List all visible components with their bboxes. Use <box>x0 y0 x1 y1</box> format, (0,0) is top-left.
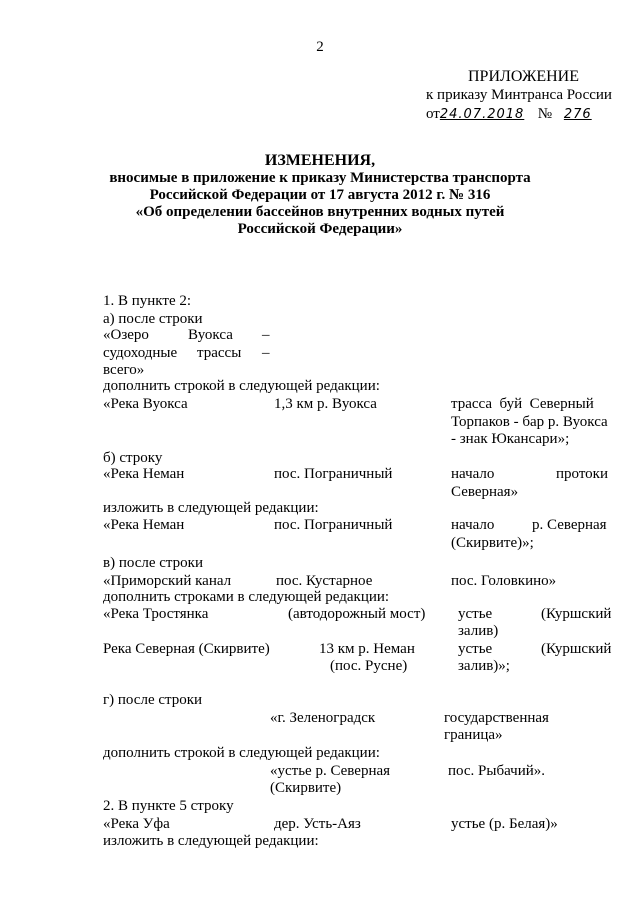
page-number: 2 <box>316 39 324 55</box>
sub-v-row1-c2: пос. Кустарное <box>276 573 373 589</box>
sub-a-q5: трассы <box>197 345 242 361</box>
clause-2-state: изложить в следующей редакции: <box>103 833 319 849</box>
heading-line2: вносимые в приложение к приказу Министерства транспорта <box>109 170 531 186</box>
sub-b-row2-c3-2: (Скирвите)»; <box>451 535 534 551</box>
sub-v-row3-c2-2: (пос. Русне) <box>330 658 408 674</box>
sub-v-row2-c3b: (Куршский <box>541 606 612 622</box>
heading-line5: Российской Федерации» <box>237 221 403 237</box>
sub-b-row2-c3b: р. Северная <box>532 517 607 533</box>
sub-g-row1-c3-2: граница» <box>444 727 503 743</box>
order-number: 276 <box>563 107 592 122</box>
clause-2: 2. В пункте 5 строку <box>103 798 234 814</box>
sub-b-row2-c3a: начало <box>451 517 495 533</box>
sub-b-row2-c2: пос. Пограничный <box>274 517 393 533</box>
clause-2-row-c1: «Река Уфа <box>103 816 170 832</box>
sub-b-row2-c1: «Река Неман <box>103 517 185 533</box>
sub-a-q1: «Озеро <box>103 327 149 343</box>
sub-b-line: б) строку <box>103 450 163 466</box>
heading-line4: «Об определении бассейнов внутренних водных путей <box>135 204 505 220</box>
sub-v-row3-c3b: (Куршский <box>541 641 612 657</box>
order-date: 24.07.2018 <box>439 107 525 122</box>
sub-b-row1-c3-2: Северная» <box>451 484 519 500</box>
sub-b-row1-c3b: протоки <box>556 466 609 482</box>
sub-a-after: а) после строки <box>103 311 203 327</box>
sub-a-q2: Вуокса <box>188 327 233 343</box>
sub-a-q6: – <box>262 345 270 361</box>
sub-g-row1-c3-1: государственная <box>444 710 549 726</box>
sub-v-row3-c3a: устье <box>458 641 493 657</box>
clause-1: 1. В пункте 2: <box>103 293 192 309</box>
number-label: № <box>537 106 553 122</box>
sub-a-row-c2: 1,3 км р. Вуокса <box>274 396 377 412</box>
sub-v-row2-c3-2: залив) <box>458 623 499 639</box>
sub-a-row-c3-2: Торпаков - бар р. Вуокса <box>451 414 608 430</box>
sub-v-after: в) после строки <box>103 555 203 571</box>
sub-v-row1-c3: пос. Головкино» <box>451 573 557 589</box>
appendix-to-order: к приказу Минтранса России <box>426 87 612 103</box>
sub-g-row2-c3: пос. Рыбачий». <box>448 763 546 779</box>
sub-a-row-c1: «Река Вуокса <box>103 396 188 412</box>
sub-v-row2-c1: «Река Тростянка <box>103 606 209 622</box>
appendix-title: ПРИЛОЖЕНИЕ <box>468 68 580 85</box>
sub-v-row2-c2: (автодорожный мост) <box>288 606 426 622</box>
sub-v-row3-c2-1: 13 км р. Неман <box>319 641 415 657</box>
sub-v-row3-c3-2: залив)»; <box>458 658 510 674</box>
sub-g-row1-c2: «г. Зеленоградск <box>270 710 376 726</box>
sub-b-state: изложить в следующей редакции: <box>103 500 319 516</box>
sub-v-row3-c1: Река Северная (Скирвите) <box>103 641 270 657</box>
sub-g-add: дополнить строкой в следующей редакции: <box>103 745 380 761</box>
clause-2-row-c3: устье (р. Белая)» <box>451 816 558 832</box>
sub-a-row-c3-1: трасса буй Северный <box>451 396 594 412</box>
sub-v-row1-c1: «Приморский канал <box>103 573 232 589</box>
sub-b-row1-c3a: начало <box>451 466 495 482</box>
clause-2-row-c2: дер. Усть-Аяз <box>274 816 361 832</box>
sub-b-row1-c1: «Река Неман <box>103 466 185 482</box>
sub-a-add: дополнить строкой в следующей редакции: <box>103 378 380 394</box>
appendix-date-line <box>426 105 606 124</box>
from-label: от <box>426 106 440 122</box>
sub-a-row-c3-3: - знак Юкансари»; <box>451 431 570 447</box>
sub-v-row2-c3a: устье <box>458 606 493 622</box>
sub-g-row2-c2-1: «устье р. Северная <box>270 763 391 779</box>
sub-a-q7: всего» <box>103 362 145 378</box>
sub-g-after: г) после строки <box>103 692 203 708</box>
sub-v-add: дополнить строками в следующей редакции: <box>103 589 390 605</box>
sub-a-q4: судоходные <box>103 345 178 361</box>
sub-b-row1-c2: пос. Пограничный <box>274 466 393 482</box>
sub-a-q3: – <box>262 327 270 343</box>
heading-line3: Российской Федерации от 17 августа 2012 г. № 316 <box>149 187 491 203</box>
heading-title: ИЗМЕНЕНИЯ, <box>264 152 376 169</box>
sub-g-row2-c2-2: (Скирвите) <box>270 780 342 796</box>
